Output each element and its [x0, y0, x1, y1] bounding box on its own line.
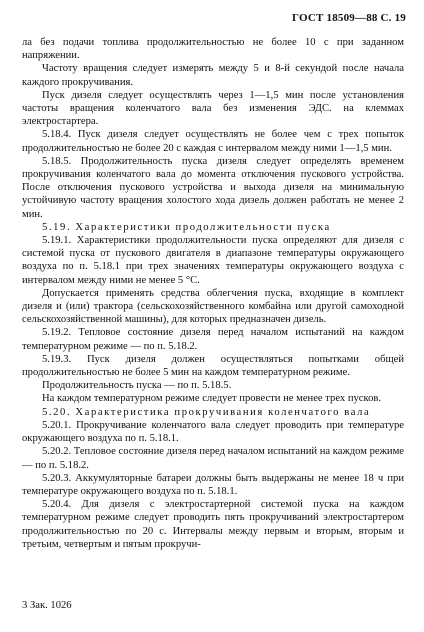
section-heading: 5.19. Характеристики продолжительности пуска [42, 221, 331, 233]
paragraph: 5.20.2. Тепловое состояние дизеля перед началом испытаний на каждом режиме — по п. 5.18.2. [22, 446, 404, 471]
paragraph: 5.18.4. Пуск дизеля следует осуществлять не более чем с трех попыток продолжительностью не более 20 с каждая с интервалом между ними 1—1,5 мин. [22, 129, 404, 154]
paragraph: Продолжительность пуска — по п. 5.18.5. [42, 380, 232, 392]
paragraph: 5.18.5. Продолжительность пуска дизеля следует определять временем прокручивания коленчатого вала до момента отключения пускового устройства. После отключения пускового устройства и выхода дизеля на минимальную устойчивую частоту вращения холостого хода дизель должен работать не менее 2 мин. [22, 155, 404, 220]
paragraph: 5.20.4. Для дизеля с электростартерной системой пуска на каждом температурном режиме следует проводить пять прокручиваний электростартером продолжительностью по 20 с. Интервалы между первым и вторым, вторым и третьим, четвертым и пятым прокручи- [22, 499, 404, 550]
paragraph: Пуск дизеля следует осуществлять через 1—1,5 мин после установления частоты вращения коленчатого вала без изменения ЭДС. на клеммах электростартера. [22, 89, 404, 128]
paragraph: 5.20.1. Прокручивание коленчатого вала следует проводить при температуре окружающего воздуха по п. 5.18.1. [22, 419, 404, 445]
section-heading: 5.20. Характеристика прокручивания коленчатого вала [42, 406, 371, 418]
paragraph: 5.19.2. Тепловое состояние дизеля перед началом испытаний на каждом температурном режиме — по п. 5.18.2. [22, 327, 404, 352]
document-body [22, 36, 404, 551]
paragraph: Частоту вращения следует измерять между 5 и 8-й секундой после начала каждого прокручивания. [22, 63, 404, 88]
paragraph: Допускается применять средства облегчения пуска, входящие в комплект дизеля и (или) трактора (сельскохозяйственного комбайна или другой самоходной сельскохозяйственной машины), для которых предназначен дизель. [22, 287, 404, 326]
paragraph: ла без подачи топлива продолжительностью не более 10 с при заданном напряжении. [22, 37, 404, 62]
paragraph: 5.20.3. Аккумуляторные батареи должны быть выдержаны не менее 18 ч при температуре окружающего воздуха по п. 5.18.1. [22, 472, 404, 497]
page-header: ГОСТ 18509—88 С. 19 [292, 12, 406, 24]
paragraph: 5.19.3. Пуск дизеля должен осуществляться попытками общей продолжительностью не более 5 мин на каждом температурном режиме. [22, 353, 404, 379]
page-footer: 3 Зак. 1026 [22, 600, 72, 611]
paragraph: 5.19.1. Характеристики продолжительности пуска определяют для дизеля с системой пуска от пускового двигателя в диапазоне температуры окружающего воздуха по п. 5.18.1 при трех значениях температуры окружающего воздуха с интервалом между ними не менее 5 °С. [22, 235, 404, 286]
paragraph: На каждом температурном режиме следует провести не менее трех пусков. [42, 393, 382, 405]
